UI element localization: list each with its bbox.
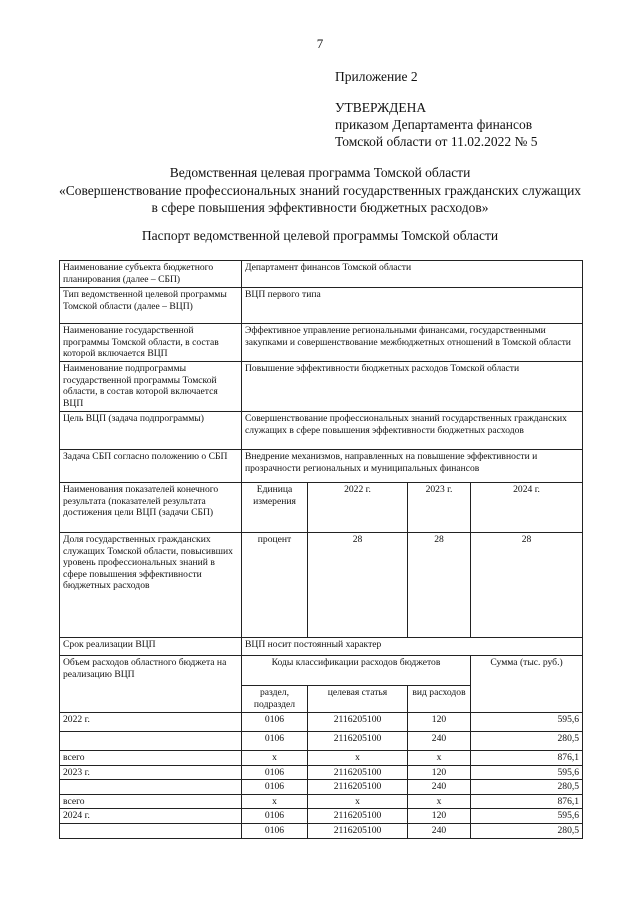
budget-row-section: 0106 [242,823,308,838]
state-program-value: Эффективное управление региональными финансами, государственными закупками и совершенствование межбюджетных отношений в Томской области [242,324,583,362]
page-number: 7 [316,36,324,51]
approval-block [335,68,537,150]
budget-label: Объем расходов областного бюджета на реализацию ВЦП [60,656,242,713]
codes-header: Коды классификации расходов бюджетов [242,656,471,686]
document-title [0,164,640,217]
row-type [60,288,583,324]
budget-row-label: всего [60,794,242,809]
budget-row-article: 2116205100 [308,732,408,751]
title-line-1: Ведомственная целевая программа Томской области [169,165,471,180]
row-state-program [60,324,583,362]
budget-row-sum: 280,5 [471,823,583,838]
budget-row-article: 2116205100 [308,765,408,780]
budget-row-label: всего [60,751,242,766]
budget-row-kind: 240 [408,732,471,751]
subject-value: Департамент финансов Томской области [242,261,583,288]
budget-row [60,780,583,795]
indicator-name: Доля государственных гражданских служащих Томской области, повысивших уровень профессиональных знаний в сфере повышения эффективности бюджетных расходов [60,533,242,638]
row-goal [60,412,583,450]
budget-row-section: х [242,794,308,809]
budget-row-section: х [242,751,308,766]
title-line-3: в сфере повышения эффективности бюджетных расходов» [151,200,489,215]
budget-row-label: 2023 г. [60,765,242,780]
budget-row [60,713,583,732]
passport-table [59,260,583,839]
subprogram-value: Повышение эффективности бюджетных расходов Томской области [242,362,583,412]
budget-row [60,809,583,824]
row-term [60,638,583,656]
approved-label: УТВЕРЖДЕНА [335,100,427,115]
subject-label: Наименование субъекта бюджетного планирования (далее – СБП) [60,261,242,288]
year-2022-header: 2022 г. [308,483,408,533]
state-program-label: Наименование государственной программы Томской области, в состав которой включается ВЦП [60,324,242,362]
budget-row-kind: 120 [408,713,471,732]
goal-value: Совершенствование профессиональных знаний государственных гражданских служащих в сфере повышения эффективности бюджетных расходов [242,412,583,450]
unit-header: Единица измерения [242,483,308,533]
budget-row-sum: 595,6 [471,765,583,780]
row-budget-header [60,656,583,686]
row-subject [60,261,583,288]
type-label: Тип ведомственной целевой программы Томской области (далее – ВЦП) [60,288,242,324]
term-label: Срок реализации ВЦП [60,638,242,656]
budget-row-section: 0106 [242,765,308,780]
sum-header: Сумма (тыс. руб.) [471,656,583,713]
row-indicators-header [60,483,583,533]
title-line-2: «Совершенствование профессиональных знаний государственных гражданских служащих [58,182,582,198]
indicator-value-2024: 28 [471,533,583,638]
indicators-label: Наименования показателей конечного результата (показателей результата достижения цели ВЦП (задачи СБП) [60,483,242,533]
budget-row [60,732,583,751]
budget-row-label: 2024 г. [60,809,242,824]
approval-line-2: Томской области от 11.02.2022 № 5 [335,134,538,149]
budget-row-article: х [308,794,408,809]
budget-row-kind: х [408,794,471,809]
col-section-header: раздел, подраздел [242,686,308,713]
budget-row-article: 2116205100 [308,713,408,732]
budget-row-article: 2116205100 [308,823,408,838]
budget-row-sum: 876,1 [471,751,583,766]
indicator-value-2022: 28 [308,533,408,638]
budget-row-kind: х [408,751,471,766]
budget-row-label: 2022 г. [60,713,242,732]
budget-row-article: 2116205100 [308,780,408,795]
budget-row-article: х [308,751,408,766]
budget-row-label [60,780,242,795]
budget-row-article: 2116205100 [308,809,408,824]
type-value: ВЦП первого типа [242,288,583,324]
budget-row [60,823,583,838]
budget-row-sum: 280,5 [471,732,583,751]
row-task [60,450,583,483]
indicator-value-2023: 28 [408,533,471,638]
budget-row-kind: 120 [408,809,471,824]
row-indicator-value [60,533,583,638]
appendix-label: Приложение 2 [335,69,418,84]
budget-row-label [60,732,242,751]
budget-row-section: 0106 [242,809,308,824]
year-2024-header: 2024 г. [471,483,583,533]
col-article-header: целевая статья [308,686,408,713]
year-2023-header: 2023 г. [408,483,471,533]
budget-row-kind: 120 [408,765,471,780]
goal-label: Цель ВЦП (задача подпрограммы) [60,412,242,450]
indicator-unit: процент [242,533,308,638]
budget-row [60,751,583,766]
task-value: Внедрение механизмов, направленных на повышение эффективности и прозрачности региональных и муниципальных финансов [242,450,583,483]
budget-row [60,794,583,809]
passport-title: Паспорт ведомственной целевой программы Томской области [141,228,499,243]
budget-row-kind: 240 [408,780,471,795]
budget-row-sum: 280,5 [471,780,583,795]
subprogram-label: Наименование подпрограммы государственной программы Томской области, в состав которой включается ВЦП [60,362,242,412]
budget-row-kind: 240 [408,823,471,838]
term-value: ВЦП носит постоянный характер [242,638,583,656]
budget-row-sum: 876,1 [471,794,583,809]
budget-row-sum: 595,6 [471,713,583,732]
budget-row [60,765,583,780]
budget-row-section: 0106 [242,732,308,751]
budget-row-label [60,823,242,838]
approval-line-1: приказом Департамента финансов [335,117,533,132]
row-subprogram [60,362,583,412]
budget-row-section: 0106 [242,713,308,732]
task-label: Задача СБП согласно положению о СБП [60,450,242,483]
budget-row-section: 0106 [242,780,308,795]
col-kind-header: вид расходов [408,686,471,713]
budget-row-sum: 595,6 [471,809,583,824]
